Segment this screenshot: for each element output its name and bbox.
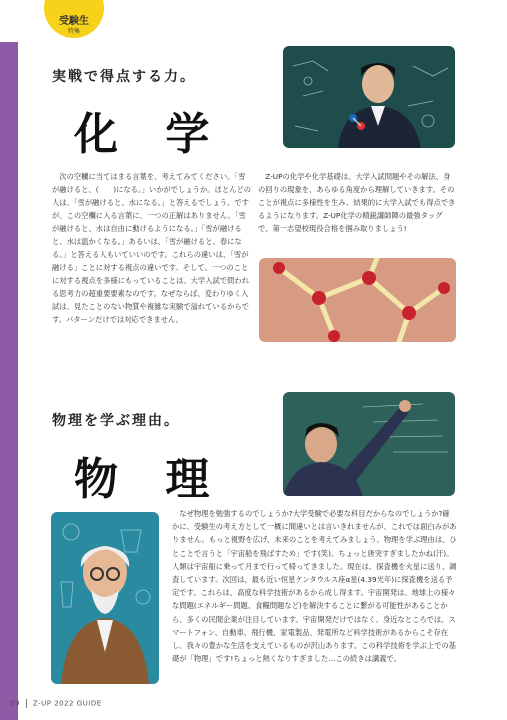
chemistry-left-paragraph: 次の空欄に当てはまる言葉を、考えてみてください。「雪が融けると、( )になる。」いかがでしょうか。ほとんどの人は、「雪が融けると、水になる。」と答えるでしょう。ですが、この空欄に入る言葉に、一つの正解はありません。「雪が融けると、水は自由に動けるようになる。」「雪が融けると、水は温かくなる。」あるいは、「雪が融けると、春になる。」と答える人もいていいのです。これらの違いは、「雪が融ける」ことに対する視点の違いです。そして、一つのことに対する視点を多様にもっていることは、大学入試で問われる思考力の超重要要素なのです。なぜならば、変わりゆく入試は、見たことのない物質や複雑な実験で溢れているからです。パターンだけでは対応できません。 (52, 172, 252, 324)
page-footer (10, 699, 102, 708)
chemistry-title: 化 学 (74, 109, 226, 160)
physics-paragraph: なぜ物理を勉強するのでしょうか?大学受験で必要な科目だからなのでしょうか?確かに、受験生の考え方として一概に間違いとは言いきれませんが、これでは面白みがありません。もっと視野を広げ、未来のことを考えてみましょう。物理を学ぶ理由は、ひとことで言うと「宇宙船を飛ばすため」です(笑)。ちょっと唐突すぎましたかね(汗)。人類は宇宙船に乗って月まで行って帰ってきました。現在は、探査機を火星に送り、調査しています。次回は、最も近い恒星ケンタウルス座α星(4.39光年)に探査機を送る予定です。これらは、高度な科学技術があるから成し得ます。宇宙開発は、地球上の様々な問題(エネルギー問題、食糧問題など)を解決することに繋がる可能性があることから、多くの民間企業が注目しています。宇宙開発だけではなく、身近なところでは、スマートフォン、自動車、飛行機、家電製品、発電所など科学技術があるからこそ存在し、我々の豊かな生活を支えているものが沢山あります。この科学技術を学ぶ上での基礎が「物理」です!ちょっと熱くなりすぎました…この続きは講義で。 (172, 509, 457, 664)
molecule-model-photo (259, 258, 456, 342)
feature-badge (44, 0, 104, 38)
guide-label: Z-UP 2022 GUIDE (32, 699, 102, 708)
scientist-illustration (51, 512, 159, 684)
chemistry-teacher-photo (283, 46, 455, 148)
badge-subtitle: 特集 (67, 28, 80, 35)
side-accent-bar (0, 42, 18, 720)
page-number: 09 (10, 699, 20, 708)
chemistry-heading: 実戦で得点する力。 (52, 69, 196, 85)
physics-teacher-photo (283, 392, 455, 496)
physics-title: 物 理 (74, 454, 226, 505)
chemistry-right-paragraph: Z-UPの化学や化学基礎は、大学入試問題やその解法、身の回りの現象を、あらゆる角度から理解していきます。そのことが視点に多様性を生み、結果的に大学入試でも得点できるようになります。Z-UP化学の精鋭講師陣の最強タッグで、第一志望校現役合格を掴み取りましょう! (258, 172, 456, 233)
badge-title: 受験生 (59, 16, 89, 27)
physics-heading: 物理を学ぶ理由。 (52, 413, 180, 429)
footer-divider (26, 699, 27, 708)
